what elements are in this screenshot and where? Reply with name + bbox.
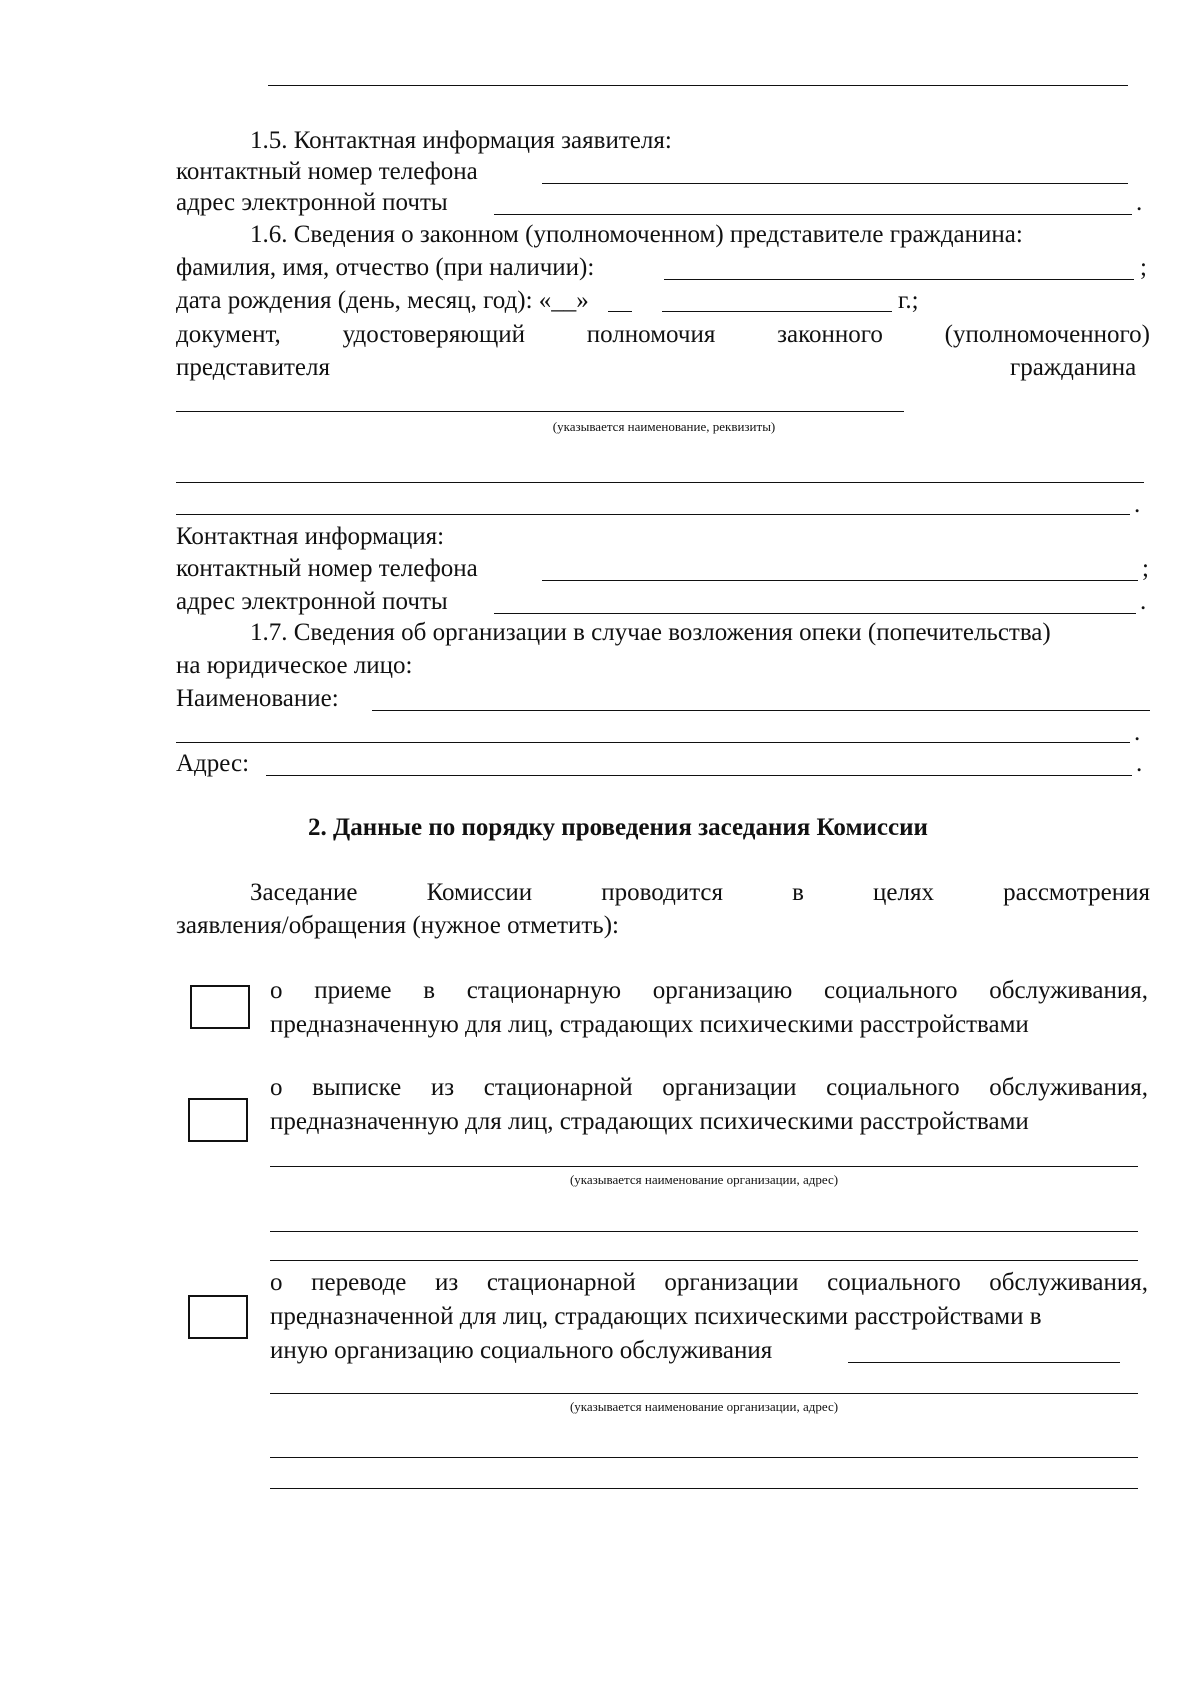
- option-transfer-org-field[interactable]: [848, 1362, 1120, 1363]
- option-transfer-checkbox[interactable]: [188, 1295, 248, 1339]
- option-transfer-caption: (указывается наименование организации, адрес): [569, 1399, 839, 1414]
- rep-doc-line2-right: гражданина: [1010, 354, 1137, 381]
- org-address-label: Адрес:: [176, 750, 250, 777]
- option-admission-checkbox[interactable]: [190, 985, 250, 1029]
- applicant-phone-field[interactable]: [542, 183, 1128, 184]
- option-admission-line2: предназначенную для лиц, страдающих психическими расстройствами: [270, 1011, 1029, 1038]
- rep-dob-day-field[interactable]: [608, 311, 632, 312]
- rep-doc-field-2[interactable]: [176, 482, 1144, 483]
- option-transfer-field-3[interactable]: [270, 1488, 1138, 1489]
- org-name-field-2[interactable]: [176, 742, 1130, 743]
- rep-dob-end: г.;: [898, 287, 919, 314]
- org-name-label: Наименование:: [176, 685, 339, 712]
- option-transfer-line1: о переводе из стационарной организации социального обслуживания,: [270, 1269, 1148, 1296]
- rep-doc-field-1[interactable]: [176, 411, 904, 412]
- rep-email-end: .: [1140, 588, 1147, 615]
- option-discharge-field-2[interactable]: [270, 1231, 1138, 1232]
- rep-contact-heading: Контактная информация:: [176, 523, 445, 550]
- rep-doc-end: .: [1134, 491, 1141, 518]
- section-2-intro-line2: заявления/обращения (нужное отметить):: [176, 912, 619, 939]
- section-1-7-line1: 1.7. Сведения об организации в случае возложения опеки (попечительства): [250, 619, 1051, 646]
- option-transfer-line2: предназначенной для лиц, страдающих психическими расстройствами в: [270, 1303, 1042, 1330]
- section-1-6-heading: 1.6. Сведения о законном (уполномоченном) представителе гражданина:: [250, 221, 1023, 248]
- option-discharge-line2: предназначенную для лиц, страдающих психическими расстройствами: [270, 1108, 1029, 1135]
- rep-dob-month-year-field[interactable]: [662, 311, 892, 312]
- rep-doc-field-3[interactable]: [176, 514, 1130, 515]
- rep-phone-end: ;: [1142, 555, 1149, 582]
- rep-fio-label: фамилия, имя, отчество (при наличии):: [176, 254, 595, 281]
- rep-fio-end: ;: [1140, 254, 1147, 281]
- org-address-end: .: [1136, 750, 1143, 777]
- option-transfer-line3: иную организацию социального обслуживания: [270, 1337, 773, 1364]
- rep-dob-label: дата рождения (день, месяц, год): «__»: [176, 287, 589, 314]
- applicant-email-label: адрес электронной почты: [176, 189, 448, 216]
- option-transfer-field-1[interactable]: [270, 1393, 1138, 1394]
- option-discharge-line1: о выписке из стационарной организации социального обслуживания,: [270, 1074, 1148, 1101]
- applicant-email-end: .: [1136, 189, 1143, 216]
- applicant-email-field[interactable]: [494, 214, 1132, 215]
- rep-doc-line1: документ, удостоверяющий полномочия законного (уполномоченного): [176, 321, 1150, 348]
- rep-phone-label: контактный номер телефона: [176, 555, 478, 582]
- option-discharge-caption: (указывается наименование организации, адрес): [569, 1172, 839, 1187]
- org-name-field[interactable]: [372, 710, 1150, 711]
- applicant-phone-label: контактный номер телефона: [176, 158, 478, 185]
- rep-email-label: адрес электронной почты: [176, 588, 448, 615]
- rep-email-field[interactable]: [494, 613, 1136, 614]
- section-2-title: 2. Данные по порядку проведения заседания Комиссии: [308, 814, 928, 841]
- rep-doc-caption: (указывается наименование, реквизиты): [552, 419, 776, 434]
- section-1-5-heading: 1.5. Контактная информация заявителя:: [250, 127, 672, 154]
- option-transfer-field-2[interactable]: [270, 1457, 1138, 1458]
- org-name-end: .: [1134, 719, 1141, 746]
- rep-phone-field[interactable]: [542, 580, 1138, 581]
- org-address-field[interactable]: [266, 775, 1132, 776]
- option-admission-line1: о приеме в стационарную организацию социального обслуживания,: [270, 977, 1148, 1004]
- section-2-intro-line1: Заседание Комиссии проводится в целях рассмотрения: [250, 879, 1150, 906]
- option-discharge-field-1[interactable]: [270, 1166, 1138, 1167]
- rep-doc-line2-left: представителя: [176, 354, 330, 381]
- option-discharge-checkbox[interactable]: [188, 1098, 248, 1142]
- rep-fio-field[interactable]: [664, 279, 1134, 280]
- top-rule: [268, 85, 1128, 86]
- section-1-7-line2: на юридическое лицо:: [176, 652, 413, 679]
- option-discharge-field-3[interactable]: [270, 1260, 1138, 1261]
